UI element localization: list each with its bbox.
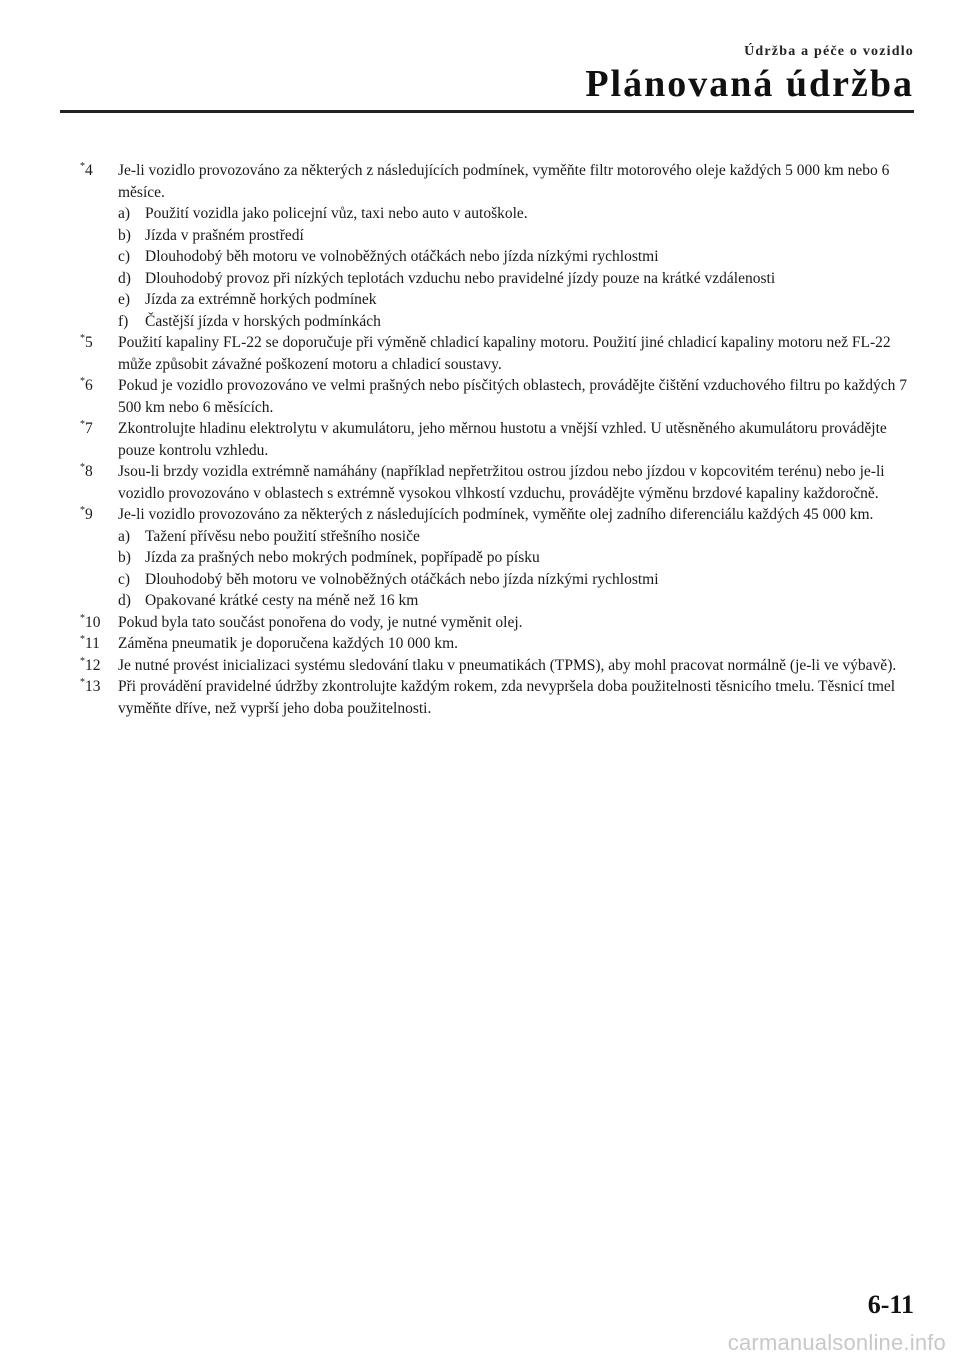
footnote-marker (80, 655, 101, 677)
footnote-number: 8 (85, 463, 93, 480)
footnote (80, 418, 910, 461)
footnote-text: Pokud je vozidlo provozováno ve velmi prašných nebo písčitých oblastech, provádějte čištění vzduchového filtru po každých 7 500 km nebo 6 měsících. (118, 377, 907, 416)
footnote-number: 9 (85, 506, 93, 523)
condition-item (118, 268, 910, 290)
condition-letter: a) (118, 527, 131, 545)
condition-item (118, 547, 910, 569)
footnote (80, 461, 910, 504)
condition-letter: d) (118, 269, 131, 287)
condition-item (118, 311, 910, 333)
header-divider (60, 110, 914, 113)
footnote-marker (80, 160, 93, 182)
condition-text: Častější jízda v horských podmínkách (145, 312, 381, 330)
footnote-number: 5 (85, 334, 93, 351)
condition-item (118, 526, 910, 548)
footnote-text: Při provádění pravidelné údržby zkontrolujte každým rokem, zda nevypršela doba použitelnosti těsnicího tmelu. Těsnicí tmel vyměňte dříve, než vyprší jeho doba použitelnosti. (118, 678, 896, 717)
footnote-text: Je-li vozidlo provozováno za některých z následujících podmínek, vyměňte filtr motorového oleje každých 5 000 km nebo 6 měsíce. (118, 162, 890, 201)
footnote-star: * (80, 677, 85, 688)
footnote-star: * (80, 376, 85, 387)
footnote (80, 633, 910, 655)
footnote-text: Pokud byla tato součást ponořena do vody, je nutné vyměnit olej. (118, 613, 523, 631)
condition-letter: b) (118, 549, 131, 566)
condition-item (118, 225, 910, 247)
footnote-text: Jsou-li brzdy vozidla extrémně namáhány (například nepřetržitou ostrou jízdou nebo jízdou v kopcovitém terénu) nebo je-li vozidlo provozováno v oblastech s extrémně vysokou vlhkostí vzduchu, provádějte výměnu brzdové kapaliny každoročně. (118, 463, 885, 502)
footnote-marker (80, 332, 93, 354)
footnote (80, 160, 910, 332)
condition-text: Dlouhodobý provoz při nízkých teplotách vzduchu nebo pravidelné jízdy pouze na krátké vzdálenosti (145, 269, 776, 287)
footnote-marker (80, 461, 93, 483)
condition-item (118, 203, 910, 225)
footnote-number: 6 (85, 377, 93, 394)
footnote-star: * (80, 634, 85, 645)
footnote (80, 655, 910, 677)
condition-letter: c) (118, 248, 131, 265)
condition-letter: a) (118, 205, 131, 222)
footnote-text: Záměna pneumatik je doporučena každých 10 000 km. (118, 635, 459, 652)
footnote-number: 4 (85, 162, 93, 179)
condition-letter: e) (118, 291, 131, 308)
footnote-marker (80, 375, 93, 397)
footnote-marker (80, 418, 93, 440)
condition-text: Jízda za prašných nebo mokrých podmínek, popřípadě po písku (145, 549, 540, 566)
condition-text: Opakované krátké cesty na méně než 16 km (145, 592, 419, 609)
footnote-star: * (80, 462, 85, 473)
condition-text: Použití vozidla jako policejní vůz, taxi nebo auto v autoškole. (145, 205, 528, 222)
footnote (80, 612, 910, 634)
condition-text: Jízda v prašném prostředí (145, 226, 304, 244)
footnote-number: 10 (85, 613, 101, 631)
condition-list (118, 526, 910, 612)
condition-letter: d) (118, 592, 131, 609)
section-label: Údržba a péče o vozidlo (744, 44, 914, 59)
condition-text: Jízda za extrémně horkých podmínek (145, 291, 377, 308)
footnote-marker (80, 504, 93, 526)
footnote-marker (80, 676, 101, 698)
page-title: Plánovaná údržba (585, 63, 914, 105)
footnote-star: * (80, 655, 85, 667)
page-number: 6-11 (867, 1290, 914, 1319)
condition-item (118, 590, 910, 612)
footnote-text: Zkontrolujte hladinu elektrolytu v akumulátoru, jeho měrnou hustotu a vnější vzhled. U utěsněného akumulátoru provádějte pouze kontrolu vzhledu. (118, 420, 887, 459)
footnote-text: Je nutné provést inicializaci systému sledování tlaku v pneumatikách (TPMS), aby mohl pracovat normálně (je-li ve výbavě). (118, 656, 897, 674)
condition-item (118, 289, 910, 311)
condition-letter: c) (118, 570, 131, 588)
condition-item (118, 569, 910, 591)
footnote-star: * (80, 612, 85, 624)
footnote-number: 12 (85, 656, 101, 674)
condition-text: Tažení přívěsu nebo použití střešního nosiče (145, 527, 420, 545)
footnote-star: * (80, 333, 85, 344)
footnote-marker (80, 633, 100, 655)
footnote (80, 332, 910, 375)
footnote (80, 504, 910, 612)
footnote-text: Použití kapaliny FL-22 se doporučuje při výměně chladicí kapaliny motoru. Použití jiné chladicí kapaliny motoru než FL-22 může způsobit závažné poškození motoru a chladicí soustavy. (118, 334, 891, 373)
footnotes-list (80, 160, 910, 719)
condition-letter: b) (118, 226, 131, 244)
condition-list (118, 203, 910, 332)
footnote-star: * (80, 161, 85, 172)
footnote-text: Je-li vozidlo provozováno za některých z následujících podmínek, vyměňte olej zadního diferenciálu každých 45 000 km. (118, 506, 874, 523)
condition-text: Dlouhodobý běh motoru ve volnoběžných otáčkách nebo jízda nízkými rychlostmi (145, 248, 659, 265)
watermark: carmanualsonline.info (727, 1330, 946, 1355)
footnote (80, 676, 910, 719)
footnote-star: * (80, 419, 85, 430)
condition-text: Dlouhodobý běh motoru ve volnoběžných otáčkách nebo jízda nízkými rychlostmi (145, 570, 659, 588)
footnote-number: 11 (85, 635, 100, 652)
footnote-number: 13 (85, 678, 101, 695)
condition-item (118, 246, 910, 268)
footnote (80, 375, 910, 418)
condition-letter: f) (118, 312, 129, 330)
footnote-marker (80, 612, 101, 634)
footnote-star: * (80, 505, 85, 516)
footnote-number: 7 (85, 420, 93, 437)
